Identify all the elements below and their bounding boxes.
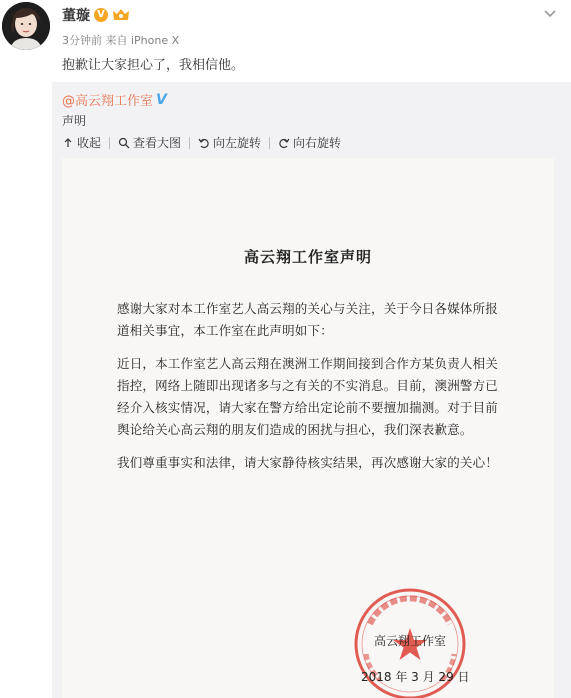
rotate-left-button[interactable] [198, 134, 261, 151]
search-icon [118, 137, 130, 149]
statement-paragraph: 近日，本工作室艺人高云翔在澳洲工作期间接到合作方某负责人相关指控，网络上随即出现诸多与之有关的不实消息。目前，澳洲警方已经介入核实情况，请大家在警方给出定论前不要擅加揣测。对于目前舆论给关心高云翔的朋友们造成的困扰与担心，我们深表歉意。 [117, 356, 499, 437]
verified-badge-icon: V [94, 8, 108, 22]
rotate-right-icon [278, 137, 290, 149]
toolbar-divider [189, 137, 190, 149]
rotate-left-icon [198, 137, 210, 149]
statement-signature: 高云翔工作室 [374, 634, 447, 648]
rotate-left-label: 向左旋转 [213, 136, 262, 150]
chevron-down-icon[interactable] [543, 6, 557, 20]
collapse-button[interactable] [62, 134, 101, 151]
view-large-label: 查看大图 [133, 136, 182, 150]
username[interactable]: 董璇 [62, 8, 90, 24]
toolbar-divider [269, 137, 270, 149]
statement-date: 2018 年 3 月 29 日 [361, 670, 470, 684]
toolbar-divider [109, 137, 110, 149]
collapse-arrow-icon [62, 137, 74, 149]
rotate-right-button[interactable] [278, 134, 341, 151]
rotate-right-label: 向右旋转 [293, 136, 342, 150]
statement-body [117, 298, 509, 485]
avatar[interactable] [2, 2, 50, 50]
post-meta: 3分钟前 来自 iPhone X [62, 34, 180, 47]
repost-card [52, 82, 571, 698]
statement-image[interactable] [62, 158, 554, 698]
username-row [62, 5, 130, 25]
repost-author-row [62, 90, 167, 109]
view-large-button[interactable] [118, 134, 181, 151]
post-content: 抱歉让大家担心了，我相信他。 [62, 58, 245, 73]
statement-paragraph: 我们尊重事实和法律，请大家静待核实结果，再次感谢大家的关心！ [117, 455, 499, 470]
collapse-label: 收起 [77, 136, 102, 150]
statement-title: 高云翔工作室声明 [243, 248, 372, 266]
repost-text: 声明 [62, 114, 87, 128]
repost-author-link[interactable]: @高云翔工作室 [62, 94, 154, 109]
statement-paragraph: 感谢大家对本工作室艺人高云翔的关心与关注，关于今日各媒体所报道相关事宜，本工作室在此声明如下： [117, 301, 499, 338]
image-toolbar [62, 134, 341, 151]
blue-verified-icon: V [156, 91, 167, 108]
vip-crown-icon [112, 8, 130, 22]
